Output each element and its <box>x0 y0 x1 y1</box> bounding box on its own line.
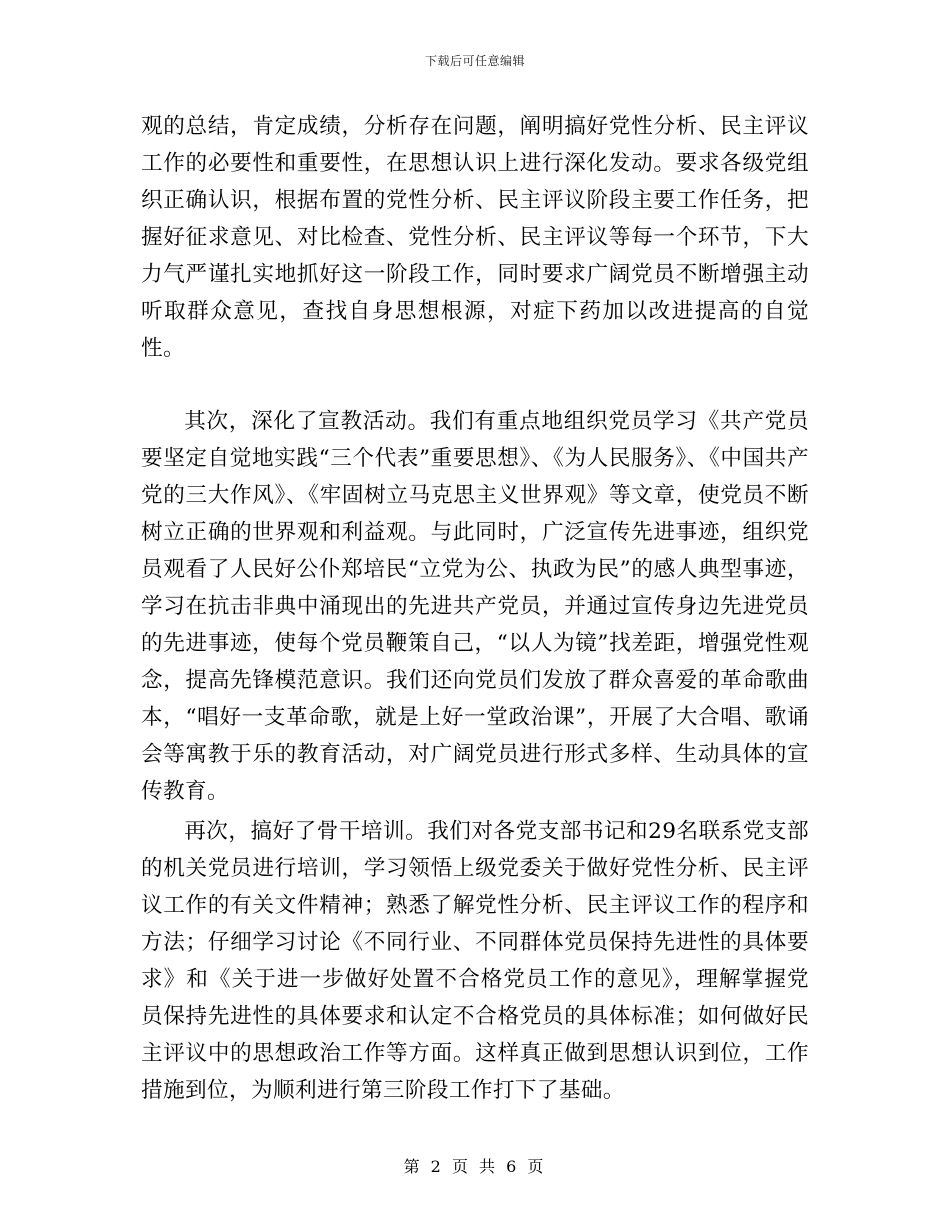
page-number: 第 2 页 共 6 页 <box>403 1157 547 1176</box>
paragraph-continuation: 观的总结，肯定成绩，分析存在问题，阐明搞好党性分析、民主评议工作的必要性和重要性，在思想认识上进行深化发动。要求各级党组织正确认识，根据布置的党性分析、民主评议阶段主要工作任务，把握好征求意见、对比检查、党性分析、民主评议等每一个环节，下大力气严谨扎实地抓好这一阶段工作，同时要求广阔党员不断增强主动听取群众意见，查找自身思想根源，对症下药加以改进提高的自觉性。 <box>141 114 809 361</box>
page-header: 下载后可任意编辑 <box>424 54 525 68</box>
paragraph-propaganda-education: 其次，深化了宣教活动。我们有重点地组织党员学习《共产党员要坚定自觉地实践“三个代表”重要思想》、《为人民服务》、《中国共产党的三大作风》、《牢固树立马克思主义世界观》等文章，使党员不断树立正确的世界观和利益观。与此同时，广泛宣传先进事迹，组织党员观看了人民好公仆郑培民“立党为公、执政为民”的感人典型事迹，学习在抗击非典中涌现出的先进共产党员，并通过宣传身边先进党员的先进事迹，使每个党员鞭策自己，“以人为镜”找差距，增强党性观念，提高先锋模范意识。我们还向党员们发放了群众喜爱的革命歌曲本，“唱好一支革命歌，就是上好一堂政治课”，开展了大合唱、歌诵会等寓教于乐的教育活动，对广阔党员进行形式多样、生动具体的宣传教育。 <box>141 409 809 804</box>
paragraph-cadre-training: 再次，搞好了骨干培训。我们对各党支部书记和29名联系党支部的机关党员进行培训，学习领悟上级党委关于做好党性分析、民主评议工作的有关文件精神；熟悉了解党性分析、民主评议工作的程序和方法；仔细学习讨论《不同行业、不同群体党员保持先进性的具体要求》和《关于进一步做好处置不合格党员工作的意见》，理解掌握党员保持先进性的具体要求和认定不合格党员的具体标准；如何做好民主评议中的思想政治工作等方面。这样真正做到思想认识到位，工作措施到位，为顺利进行第三阶段工作打下了基础。 <box>141 819 809 1103</box>
document-body <box>141 108 809 1109</box>
